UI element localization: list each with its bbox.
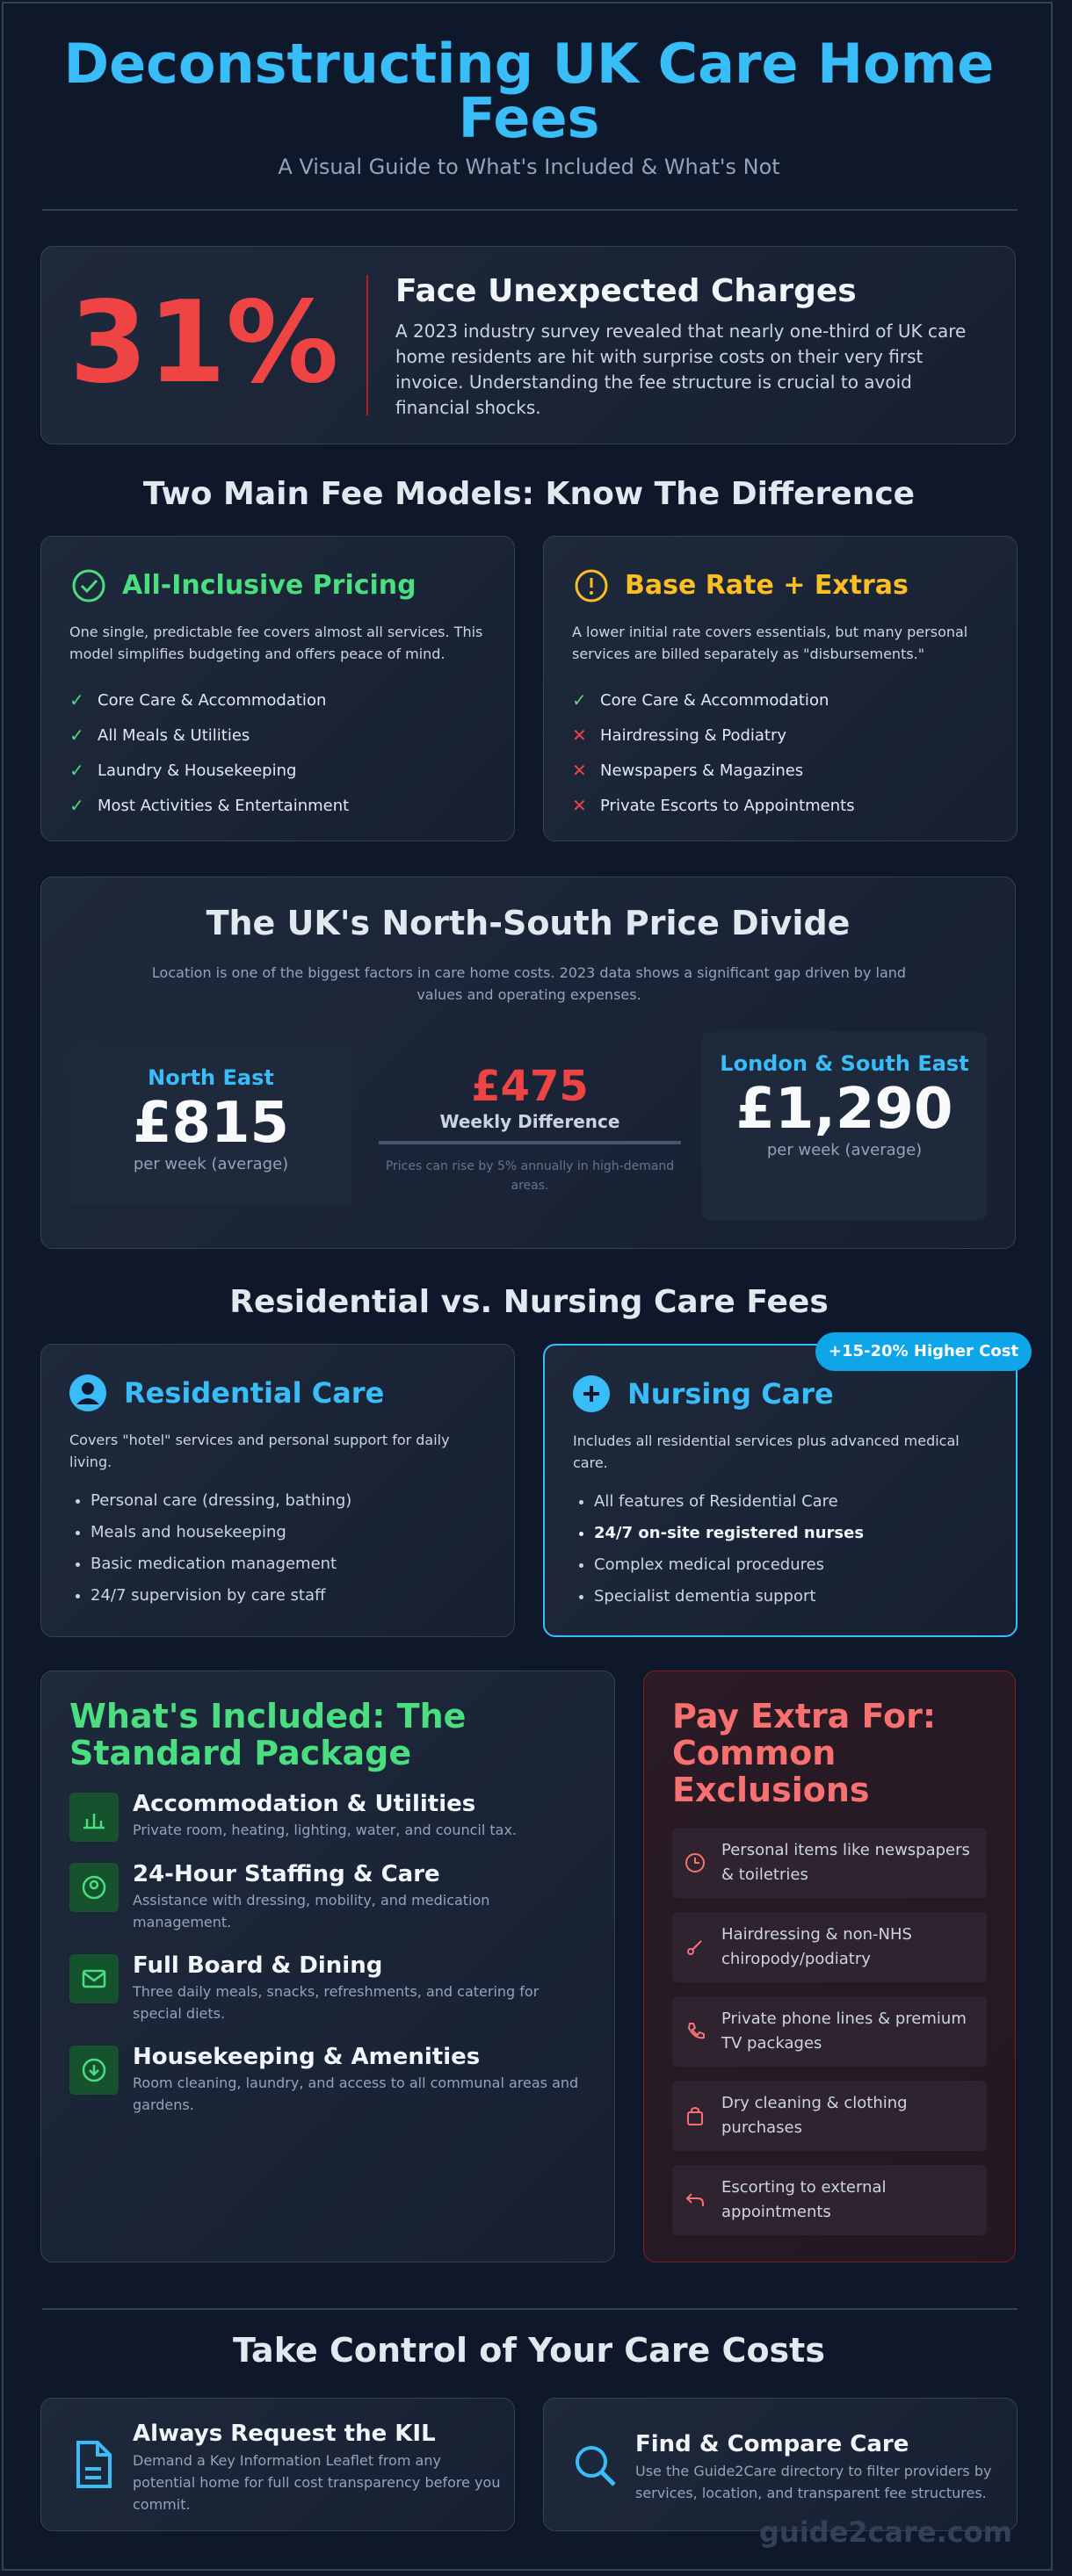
list-item: • 24/7 supervision by care staff	[91, 1580, 351, 1612]
stat-card	[40, 246, 1016, 444]
list-item: ✓ Most Activities & Entertainment	[69, 795, 350, 816]
all-inclusive-list	[69, 682, 349, 823]
weekly-difference	[379, 1062, 681, 1195]
scissors-icon	[683, 1935, 707, 1959]
list-item: ✕ Hairdressing & Podiatry	[572, 725, 787, 746]
region-name: North East	[148, 1065, 274, 1090]
list-item: • Basic medication management	[91, 1548, 351, 1580]
base-rate-card	[543, 536, 1018, 841]
care-types-heading: Residential vs. Nursing Care Fees	[229, 1284, 829, 1320]
kil-title: Always Request the KIL	[133, 2421, 436, 2447]
nursing-title: Nursing Care	[627, 1377, 834, 1411]
list-item: • Personal care (dressing, bathing)	[91, 1485, 351, 1517]
difference-value: £475	[471, 1062, 589, 1111]
page-subtitle: A Visual Guide to What's Included & What's Not	[278, 155, 780, 179]
excluded-heading: Pay Extra For: Common Exclusions	[672, 1697, 937, 1809]
region-sub: per week (average)	[766, 1141, 923, 1159]
building-icon	[69, 1793, 119, 1842]
list-item: ✓ Laundry & Housekeeping	[69, 760, 297, 781]
user-circle-icon	[69, 1863, 119, 1912]
list-item: • All features of Residential Care	[594, 1486, 864, 1518]
residential-description: Covers "hotel" services and personal support for daily living.	[69, 1432, 450, 1470]
cross-icon: ✕	[572, 760, 587, 781]
residential-card	[40, 1344, 515, 1637]
divider	[42, 209, 1018, 211]
difference-bar	[379, 1141, 681, 1144]
search-icon	[572, 2439, 619, 2492]
compare-text: Use the Guide2Care directory to filter providers by services, location, and transparent fee structures.	[635, 2463, 992, 2501]
stat-value: 31%	[69, 278, 339, 408]
kil-text: Demand a Key Information Leaflet from any potential home for full cost transparency before you commit.	[133, 2452, 501, 2513]
price-divide-heading: The UK's North-South Price Divide	[206, 904, 851, 942]
divider	[42, 2308, 1018, 2310]
excluded-item: Dry cleaning & clothing purchases	[672, 2081, 987, 2151]
list-item: • Meals and housekeeping	[91, 1517, 351, 1548]
shopping-bag-icon	[683, 2103, 707, 2128]
check-icon: ✓	[69, 795, 84, 816]
watermark: guide2care.com	[759, 2515, 1013, 2549]
check-icon: ✓	[69, 689, 84, 711]
list-item: • 24/7 on-site registered nurses	[594, 1518, 864, 1549]
nursing-description: Includes all residential services plus advanced medical care.	[573, 1432, 960, 1471]
all-inclusive-title: All-Inclusive Pricing	[122, 570, 416, 601]
nursing-card	[543, 1344, 1018, 1637]
excluded-card	[643, 1670, 1016, 2262]
excluded-item: Private phone lines & premium TV packages	[672, 1996, 987, 2067]
cost-badge: +15-20% Higher Cost	[815, 1332, 1032, 1371]
excluded-item: Personal items like newspapers & toiletries	[672, 1828, 987, 1898]
cross-icon: ✕	[572, 795, 587, 816]
compare-card	[543, 2398, 1018, 2531]
residential-list	[69, 1485, 351, 1612]
mail-icon	[69, 1954, 119, 2003]
phone-icon	[683, 2019, 707, 2044]
price-divide-text: Location is one of the biggest factors in care home costs. 2023 data shows a significant gap driven by land values and operating expenses.	[151, 964, 907, 1003]
difference-label: Weekly Difference	[439, 1111, 620, 1132]
download-circle-icon	[69, 2046, 119, 2095]
included-heading: What's Included: The Standard Package	[69, 1697, 467, 1772]
base-rate-description: A lower initial rate covers essentials, but many personal services are billed separately as "disbursements."	[572, 624, 968, 662]
region-sub: per week (average)	[133, 1155, 289, 1173]
london-panel	[702, 1032, 987, 1220]
user-icon	[69, 1375, 106, 1411]
residential-title: Residential Care	[124, 1376, 385, 1410]
page-title: Deconstructing UK Care Home Fees	[63, 32, 995, 150]
return-arrow-icon	[683, 2188, 707, 2212]
region-value: £1,290	[735, 1077, 953, 1142]
check-icon: ✓	[572, 689, 587, 711]
all-inclusive-description: One single, predictable fee covers almost all services. This model simplifies budgeting and offers peace of mind.	[69, 624, 483, 662]
list-item: • Specialist dementia support	[594, 1581, 864, 1613]
alert-circle-icon	[574, 568, 609, 603]
price-divide-card	[40, 877, 1016, 1249]
clock-icon	[683, 1851, 707, 1875]
stat-text: A 2023 industry survey revealed that nearly one-third of UK care home residents are hit with surprise costs on their very first invoice. Understanding the fee structure is crucial to avoid financial shocks.	[395, 321, 967, 418]
list-item: ✕ Newspapers & Magazines	[572, 760, 804, 781]
infographic	[2, 2, 1053, 2571]
base-rate-title: Base Rate + Extras	[625, 570, 909, 601]
document-icon	[69, 2439, 117, 2492]
north-east-panel	[69, 1046, 352, 1206]
region-name: London & South East	[720, 1051, 969, 1076]
stat-divider	[366, 275, 368, 415]
included-card: What's Included: The Standard Package Accommodation & Utilities Private room, heating, lighting, water, and council tax. 24-Hour Staffing & Care Assistance with dressing, mobility, and medication management. Full Board & Dining Three daily meals, snacks, refreshments, and catering for special diets. Housekeeping & Amenities Room cleaning, laundry, and access to all communal areas and gardens.	[40, 1670, 615, 2262]
all-inclusive-card	[40, 536, 515, 841]
fee-models-heading: Two Main Fee Models: Know The Difference	[142, 476, 916, 512]
base-rate-list	[572, 682, 855, 823]
excluded-item: Escorting to external appointments	[672, 2165, 987, 2235]
difference-note: Prices can rise by 5% annually in high-demand areas.	[385, 1159, 675, 1193]
stat-heading: Face Unexpected Charges	[395, 273, 857, 309]
cross-icon: ✕	[572, 725, 587, 746]
list-item: ✓ All Meals & Utilities	[69, 725, 250, 746]
list-item: • Complex medical procedures	[594, 1549, 864, 1581]
list-item: ✓ Core Care & Accommodation	[69, 689, 327, 711]
compare-title: Find & Compare Care	[635, 2431, 909, 2457]
check-icon: ✓	[69, 725, 84, 746]
region-value: £815	[132, 1091, 290, 1156]
list-item: ✕ Private Escorts to Appointments	[572, 795, 855, 816]
check-circle-icon	[71, 568, 106, 603]
check-icon: ✓	[69, 760, 84, 781]
nursing-list	[573, 1486, 864, 1613]
list-item: ✓ Core Care & Accommodation	[572, 689, 829, 711]
actions-heading: Take Control of Your Care Costs	[233, 2331, 825, 2370]
excluded-item: Hairdressing & non-NHS chiropody/podiatry	[672, 1912, 987, 1982]
plus-circle-icon	[573, 1375, 610, 1412]
kil-card	[40, 2398, 515, 2531]
